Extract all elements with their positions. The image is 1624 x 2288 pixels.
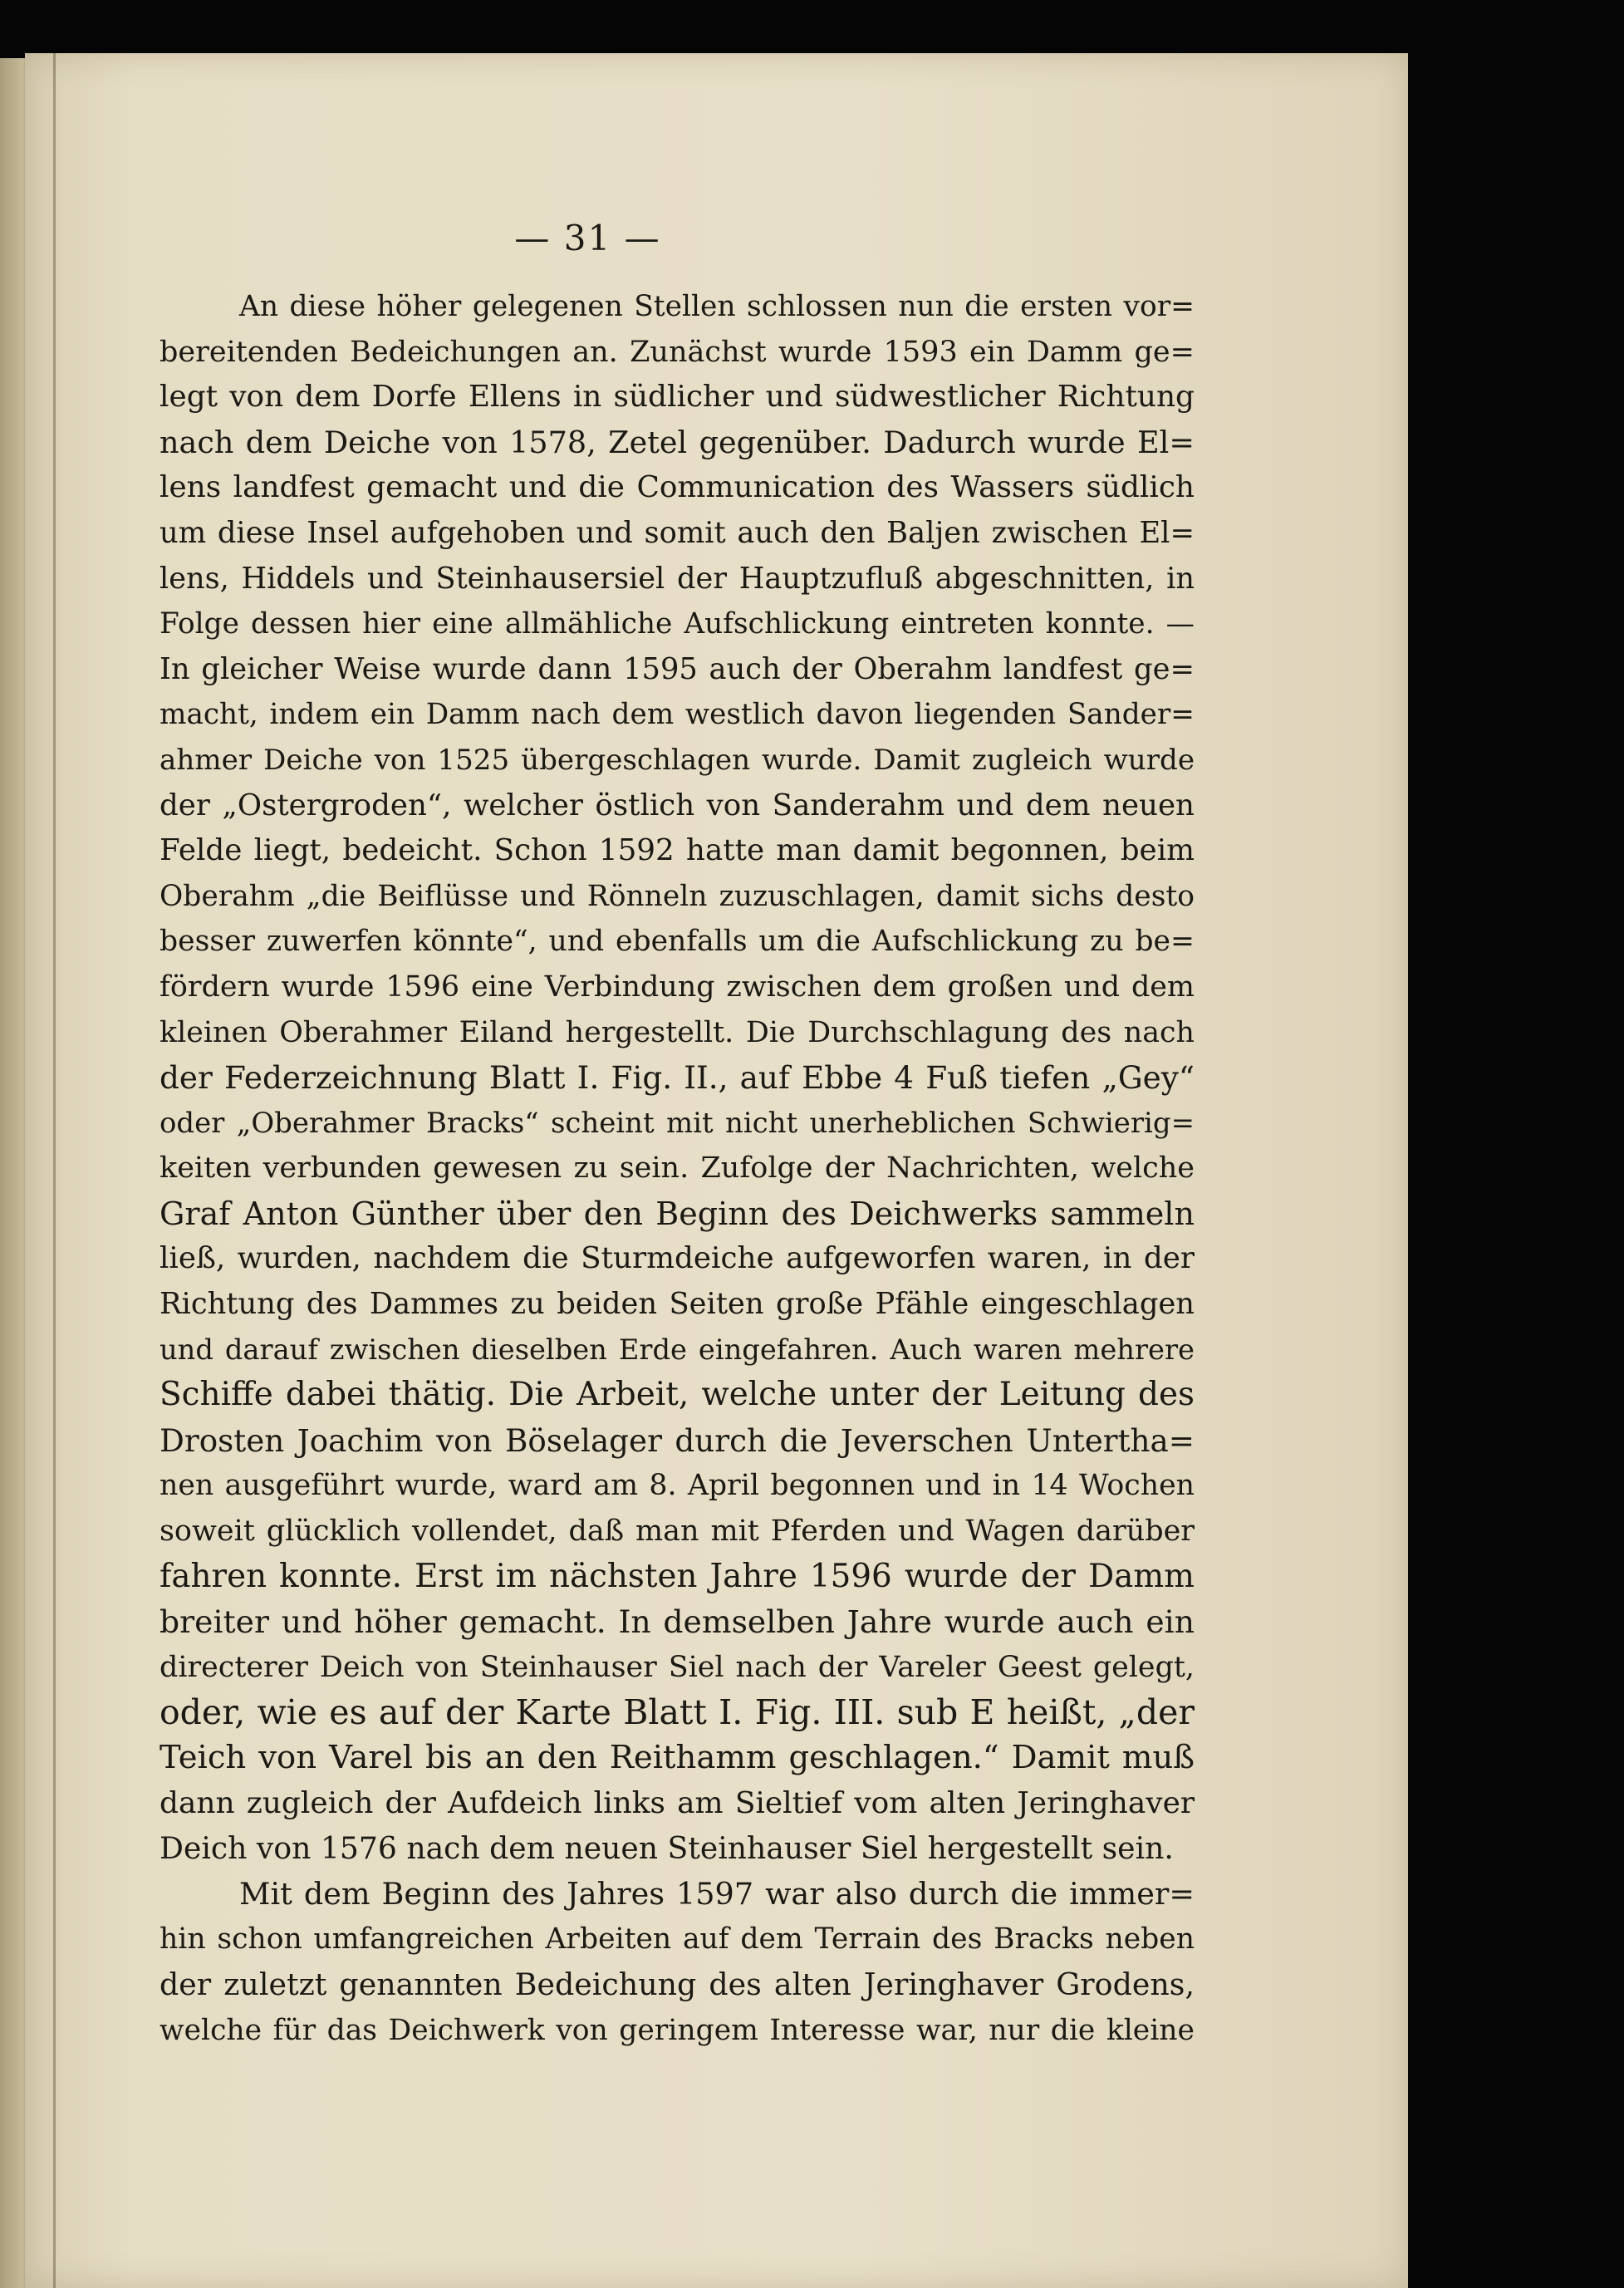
text-line: fahren konnte. Erst im nächsten Jahre 1596 wurde der Damm (159, 1557, 1195, 1595)
text-line: hin schon umfangreichen Arbeiten auf dem Terrain des Bracks neben (159, 1922, 1195, 1957)
text-line: soweit glücklich vollendet, daß man mit Pferden und Wagen darüber (159, 1515, 1195, 1549)
text-line: ließ, wurden, nachdem die Sturmdeiche aufgeworfen waren, in der (159, 1241, 1195, 1276)
text-line: oder „Oberahmer Bracks“ scheint mit nicht unerheblichen Schwierig= (159, 1106, 1195, 1139)
text-line: und darauf zwischen dieselben Erde eingefahren. Auch waren mehrere (159, 1333, 1195, 1366)
text-line: nach dem Deiche von 1578, Zetel gegenüber. Dadurch wurde El= (159, 424, 1195, 460)
text-line: nen ausgeführt wurde, ward am 8. April begonnen und in 14 Wochen (159, 1469, 1195, 1503)
text-line: Schiffe dabei thätig. Die Arbeit, welche unter der Leitung des (159, 1376, 1195, 1414)
text-line: lens landfest gemacht und die Communication des Wassers südlich (159, 470, 1195, 505)
text-line: Oberahm „die Beiflüsse und Rönneln zuzuschlagen, damit sichs desto (159, 879, 1195, 913)
text-line: macht, indem ein Damm nach dem westlich davon liegenden Sander= (159, 698, 1195, 732)
book-page (25, 53, 1408, 2288)
text-line: lens, Hiddels und Steinhausersiel der Hauptzufluß abgeschnitten, in (159, 561, 1195, 596)
text-line: fördern wurde 1596 eine Verbindung zwischen dem großen und dem (159, 970, 1195, 1004)
text-line: ahmer Deiche von 1525 übergeschlagen wurde. Damit zugleich wurde (159, 743, 1195, 777)
text-line: Felde liegt, bedeicht. Schon 1592 hatte man damit begonnen, beim (159, 833, 1195, 868)
text-line: der zuletzt genannten Bedeichung des alten Jeringhaver Grodens, (159, 1966, 1195, 2002)
text-line: Folge dessen hier eine allmähliche Aufschlickung eintreten konnte. — (159, 607, 1195, 641)
text-line: Richtung des Dammes zu beiden Seiten große Pfähle eingeschlagen (159, 1287, 1195, 1322)
text-line: der „Ostergroden“, welcher östlich von Sanderahm und dem neuen (159, 788, 1195, 822)
text-line: legt von dem Dorfe Ellens in südlicher und südwestlicher Richtung (159, 380, 1195, 415)
text-line: Graf Anton Günther über den Beginn des Deichwerks sammeln (159, 1195, 1195, 1232)
text-line: directerer Deich von Steinhauser Siel nach der Vareler Geest gelegt, (159, 1650, 1195, 1684)
text-line: Mit dem Beginn des Jahres 1597 war also durch die immer= (239, 1875, 1195, 1912)
text-line: keiten verbunden gewesen zu sein. Zufolge der Nachrichten, welche (159, 1151, 1195, 1186)
text-line: bereitenden Bedeichungen an. Zunächst wurde 1593 ein Damm ge= (159, 334, 1195, 369)
text-line: oder, wie es auf der Karte Blatt I. Fig. III. sub E heißt, „der (159, 1692, 1195, 1733)
gutter-line (53, 53, 56, 2288)
text-line: In gleicher Weise wurde dann 1595 auch der Oberahm landfest ge= (159, 651, 1195, 686)
text-line: besser zuwerfen könnte“, und ebenfalls um die Aufschlickung zu be= (159, 925, 1195, 959)
text-line: kleinen Oberahmer Eiland hergestellt. Die Durchschlagung des nach (159, 1015, 1195, 1049)
text-line: der Federzeichnung Blatt I. Fig. II., auf Ebbe 4 Fuß tiefen „Gey“ (159, 1059, 1195, 1097)
text-line: Deich von 1576 nach dem neuen Steinhauser Siel hergestellt sein. (159, 1830, 1174, 1867)
body-text (159, 284, 1195, 2053)
text-line: Drosten Joachim von Böselager durch die Jeverschen Untertha= (159, 1421, 1195, 1459)
text-line: dann zugleich der Aufdeich links am Sieltief vom alten Jeringhaver (159, 1785, 1195, 1820)
text-line: Teich von Varel bis an den Reithamm geschlagen.“ Damit muß (159, 1739, 1195, 1776)
text-line: welche für das Deichwerk von geringem Interesse war, nur die kleine (159, 2013, 1195, 2047)
page-number: — 31 — (514, 218, 661, 258)
text-line: um diese Insel aufgehoben und somit auch den Baljen zwischen El= (159, 515, 1195, 550)
text-line: An diese höher gelegenen Stellen schlossen nun die ersten vor= (239, 290, 1195, 323)
text-line: breiter und höher gemacht. In demselben Jahre wurde auch ein (159, 1603, 1195, 1641)
